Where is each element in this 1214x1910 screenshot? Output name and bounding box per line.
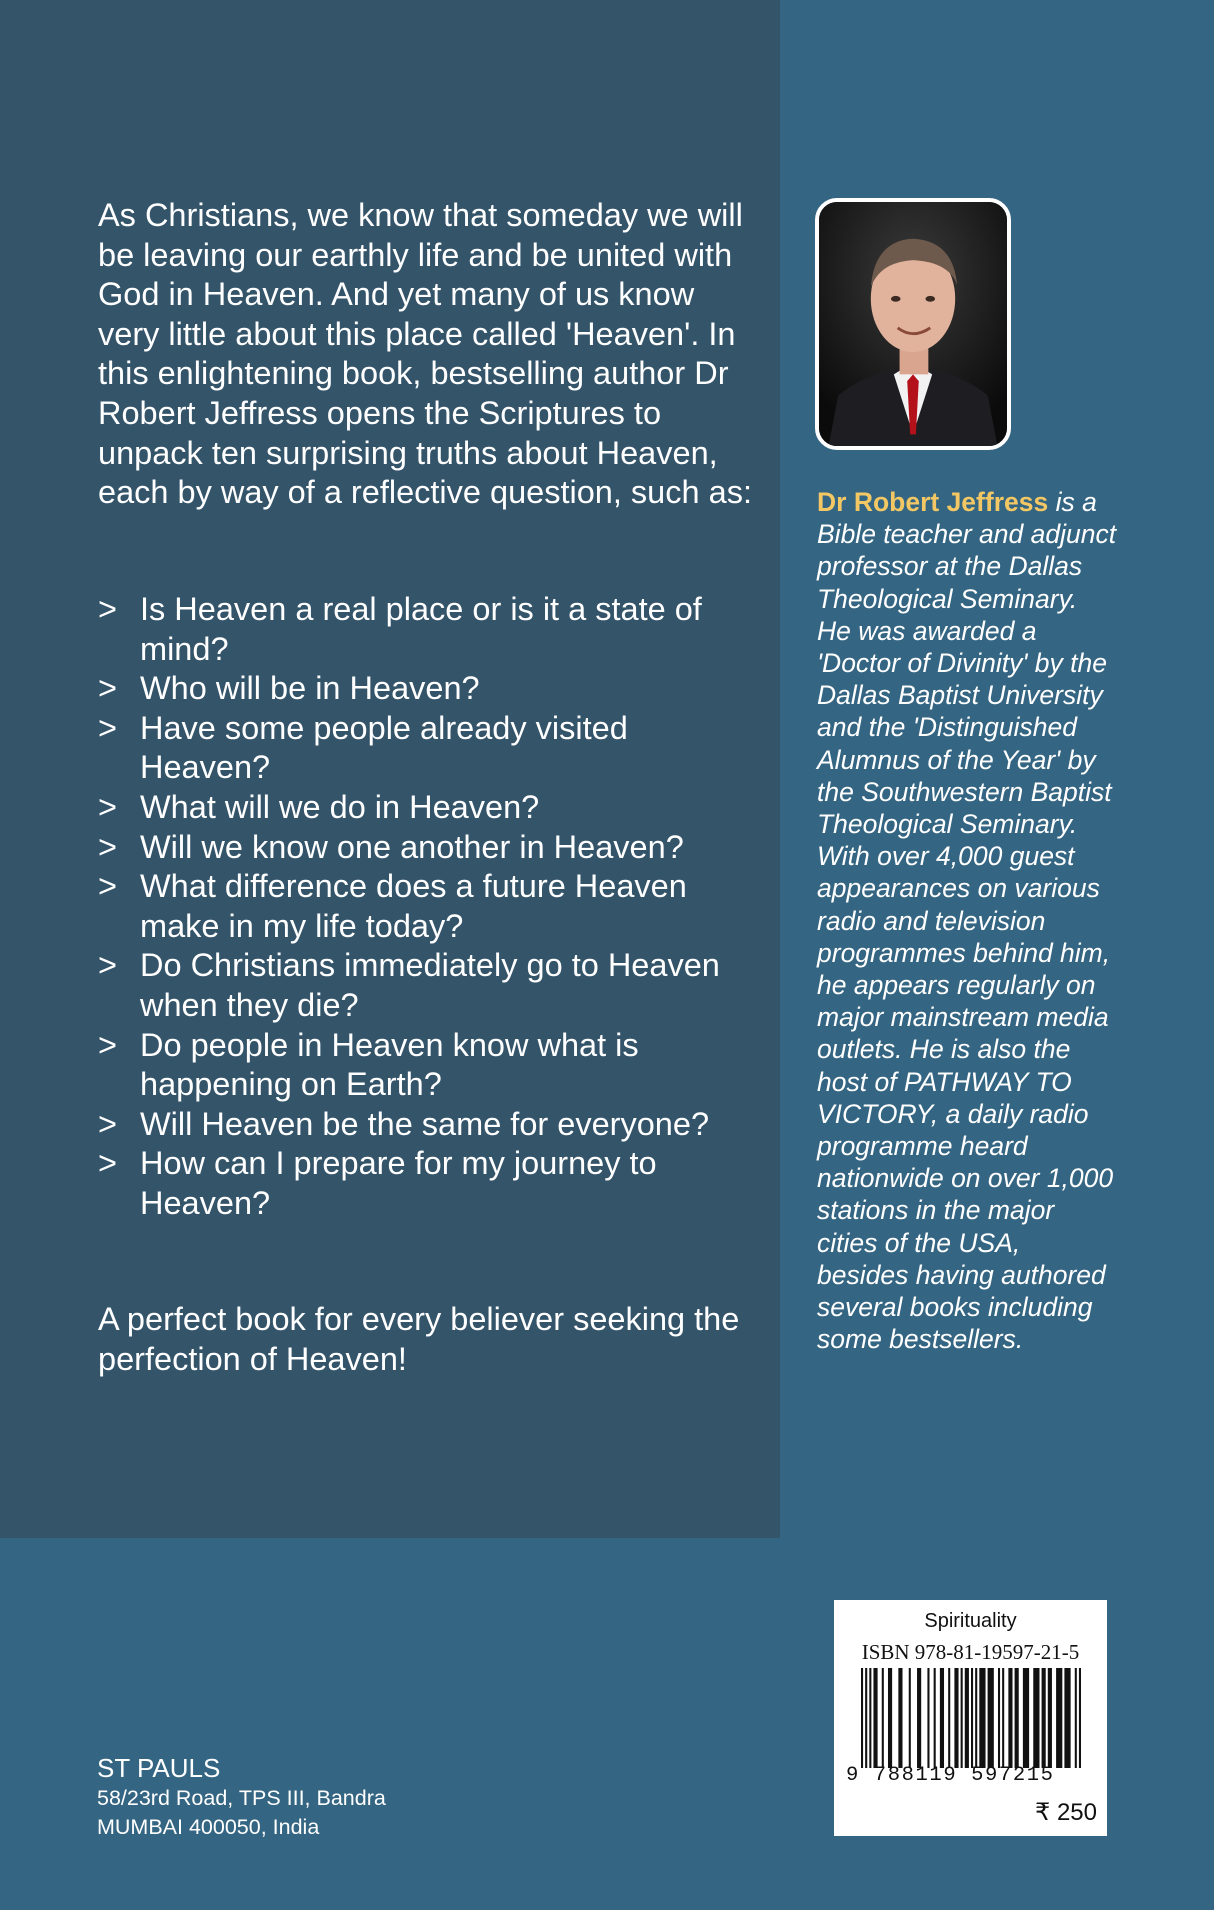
isbn-label: ISBN 978-81-19597-21-5: [861, 1640, 1080, 1664]
bullet-marker: >: [98, 868, 117, 905]
barcode-bar: [934, 1668, 936, 1768]
publisher-address-line1: 58/23rd Road, TPS III, Bandra: [97, 1786, 386, 1810]
barcode-bar: [917, 1668, 921, 1768]
question-item: [98, 709, 758, 788]
bullet-marker: >: [98, 788, 117, 825]
barcode-bar: [1023, 1668, 1029, 1768]
question-text: Do Christians immediately go to Heaven when they die?: [140, 947, 720, 1023]
barcode-bar: [965, 1668, 969, 1768]
bullet-marker: >: [98, 1105, 117, 1142]
bullet-marker: >: [98, 947, 117, 984]
bullet-marker: >: [98, 1026, 117, 1063]
bullet-marker: >: [98, 1145, 117, 1182]
publisher-info: [97, 1752, 386, 1842]
question-text: Is Heaven a real place or is it a state of mind?: [140, 591, 702, 667]
author-name: Dr Robert Jeffress: [817, 487, 1049, 517]
barcode-bar: [1002, 1668, 1004, 1768]
barcode-bar: [988, 1668, 994, 1768]
barcode-bar: [1008, 1668, 1012, 1768]
barcode-bar: [954, 1668, 958, 1768]
barcode-bar: [873, 1668, 877, 1768]
question-item: [98, 788, 758, 828]
barcode-bar: [979, 1668, 985, 1768]
question-text: Have some people already visited Heaven?: [140, 709, 628, 786]
author-bio: [817, 486, 1117, 1355]
barcode-bar: [865, 1668, 867, 1768]
bullet-marker: >: [98, 591, 117, 627]
book-intro: As Christians, we know that someday we will be leaving our earthly life and be united with God in Heaven. And yet many of us know very little about this place called 'Heaven'. In this enlightening book, bestselling author Dr Robert Jeffress opens the Scriptures to unpack ten surprising truths about Heaven, each by way of a reflective question, such as:: [98, 197, 752, 511]
question-item: [98, 1144, 758, 1223]
bullet-marker: >: [98, 828, 117, 865]
barcode-category: Spirituality: [924, 1610, 1017, 1632]
author-portrait-image: [819, 202, 1007, 446]
barcode-image: [861, 1668, 1081, 1768]
question-text: Do people in Heaven know what is happening on Earth?: [140, 1026, 639, 1103]
question-item: [98, 669, 758, 709]
barcode-digits: 9 788119 597215: [846, 1764, 1055, 1787]
author-bio-text: is a Bible teacher and adjunct professor at the Dallas Theological Seminary. He was awarded a 'Doctor of Divinity' by the Dallas Baptist University and the 'Distinguished Alumnus of the Year' by the Southwestern Baptist Theological Seminary. With over 4,000 guest appearances on various radio and television programmes behind him, he appears regularly on major mainstream media outlets. He is also the host of PATHWAY TO VICTORY, a daily radio programme heard nationwide on over 1,000 stations in the major cities of the USA, besides having authored several books including some bestsellers.: [817, 487, 1117, 1355]
barcode-bar: [975, 1668, 977, 1768]
barcode-bar: [998, 1668, 1000, 1768]
barcode-bar: [971, 1668, 973, 1768]
question-item: [98, 828, 758, 868]
barcode-bar: [909, 1668, 911, 1768]
barcode-panel: [834, 1600, 1107, 1836]
publisher-name: ST PAULS: [97, 1753, 221, 1783]
question-item: [98, 1026, 758, 1105]
barcode-bar: [1033, 1668, 1039, 1768]
question-text: Will Heaven be the same for everyone?: [140, 1105, 710, 1142]
question-text: How can I prepare for my journey to Heaven?: [140, 1145, 657, 1221]
bullet-marker: >: [98, 709, 117, 746]
barcode-bar: [869, 1668, 871, 1768]
book-closing: A perfect book for every believer seeking the perfection of Heaven!: [98, 1301, 740, 1377]
question-item: [98, 1105, 758, 1145]
barcode-bar: [940, 1668, 944, 1768]
question-text: What will we do in Heaven?: [140, 788, 540, 825]
barcode-bar: [882, 1668, 884, 1768]
barcode-bar: [1064, 1668, 1070, 1768]
barcode-bar: [1048, 1668, 1052, 1768]
barcode-bar: [1015, 1668, 1019, 1768]
barcode-bar: [948, 1668, 950, 1768]
publisher-address-line2: MUMBAI 400050, India: [97, 1815, 320, 1839]
question-item: [98, 867, 758, 946]
barcode-bar: [1075, 1668, 1077, 1768]
price-label: ₹ 250: [1035, 1799, 1097, 1826]
question-list: [98, 590, 758, 1224]
barcode-bar: [1056, 1668, 1062, 1768]
question-text: Who will be in Heaven?: [140, 670, 480, 707]
barcode-bar: [888, 1668, 892, 1768]
barcode-bar: [927, 1668, 929, 1768]
question-item: [98, 590, 758, 669]
author-photo: [815, 198, 1011, 450]
question-text: What difference does a future Heaven make in my life today?: [140, 868, 687, 944]
question-text: Will we know one another in Heaven?: [140, 828, 684, 865]
barcode-bar: [861, 1668, 863, 1768]
bullet-marker: >: [98, 670, 117, 707]
barcode-bar: [1042, 1668, 1046, 1768]
barcode-bar: [898, 1668, 902, 1768]
barcode-bar: [1079, 1668, 1081, 1768]
question-item: [98, 946, 758, 1025]
barcode-bar: [961, 1668, 963, 1768]
